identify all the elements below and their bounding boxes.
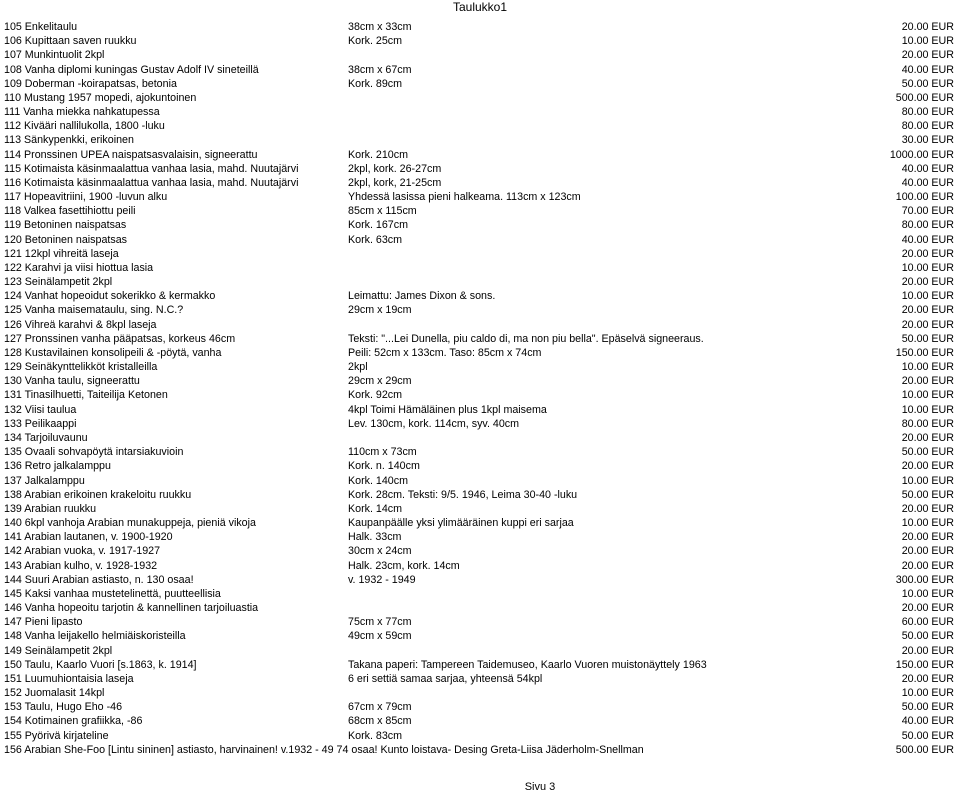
item-description: 120 Betoninen naispatsas — [4, 233, 128, 246]
item-price: 20.00 EUR — [901, 644, 954, 657]
item-description: 143 Arabian kulho, v. 1928-1932 — [4, 559, 158, 572]
item-price: 10.00 EUR — [901, 389, 954, 402]
list-item — [4, 275, 954, 289]
item-description: 147 Pieni lipasto — [4, 616, 83, 629]
item-price: 10.00 EUR — [901, 261, 954, 274]
item-details: Kork. 25cm — [348, 35, 403, 48]
item-description: 121 12kpl vihreitä laseja — [4, 247, 119, 260]
item-description: 122 Karahvi ja viisi hiottua lasia — [4, 261, 154, 274]
item-price: 150.00 EUR — [895, 346, 954, 359]
list-item — [4, 34, 954, 48]
item-price: 20.00 EUR — [901, 531, 954, 544]
item-price: 20.00 EUR — [901, 247, 954, 260]
page-footer: Sivu 3 — [524, 781, 556, 793]
item-price: 50.00 EUR — [901, 729, 954, 742]
item-description: 133 Peilikaappi — [4, 417, 77, 430]
item-description: 134 Tarjoiluvaunu — [4, 431, 88, 444]
item-price: 100.00 EUR — [895, 191, 954, 204]
list-item — [4, 261, 954, 275]
list-item — [4, 247, 954, 261]
item-price: 20.00 EUR — [901, 49, 954, 62]
list-item — [4, 318, 954, 332]
item-description: 149 Seinälampetit 2kpl — [4, 644, 113, 657]
item-price: 50.00 EUR — [901, 488, 954, 501]
item-price: 1000.00 EUR — [889, 148, 954, 161]
item-description: 115 Kotimaista käsinmaalattua vanhaa lasia, mahd. Nuutajärvi — [4, 162, 299, 175]
item-details: 38cm x 67cm — [348, 63, 412, 76]
item-details: Kork. n. 140cm — [348, 460, 420, 473]
item-list — [4, 20, 954, 757]
item-description: 140 6kpl vanhoja Arabian munakuppeja, pieniä vikoja — [4, 517, 256, 530]
item-price: 20.00 EUR — [901, 276, 954, 289]
item-price: 40.00 EUR — [901, 233, 954, 246]
item-description: 110 Mustang 1957 mopedi, ajokuntoinen — [4, 91, 197, 104]
item-price: 10.00 EUR — [901, 517, 954, 530]
item-description: 151 Luumuhiontaisia laseja — [4, 672, 134, 685]
item-details: Kork. 89cm — [348, 77, 403, 90]
item-details: Peili: 52cm x 133cm. Taso: 85cm x 74cm — [348, 346, 542, 359]
item-description: 108 Vanha diplomi kuningas Gustav Adolf IV sineteillä — [4, 63, 259, 76]
list-item — [4, 445, 954, 459]
list-item — [4, 686, 954, 700]
list-item — [4, 403, 954, 417]
item-description: 105 Enkelitaulu — [4, 21, 78, 33]
item-price: 80.00 EUR — [901, 120, 954, 133]
list-item — [4, 63, 954, 77]
list-item — [4, 303, 954, 317]
item-description: 156 Arabian She-Foo [Lintu sininen] astiasto, harvinainen! v.1932 - 49 74 osaa! Kunto loistava- Desing Greta-Liisa Jäderholm-Snellman — [4, 743, 644, 756]
item-price: 60.00 EUR — [901, 616, 954, 629]
item-description: 128 Kustavilainen konsolipeili & -pöytä, vanha — [4, 346, 222, 359]
item-details: 85cm x 115cm — [348, 205, 417, 218]
item-details: Lev. 130cm, kork. 114cm, syv. 40cm — [348, 417, 520, 430]
item-description: 148 Vanha leijakello helmiäiskoristeilla — [4, 630, 186, 643]
item-price: 10.00 EUR — [901, 35, 954, 48]
list-item — [4, 530, 954, 544]
list-item — [4, 516, 954, 530]
item-description: 150 Taulu, Kaarlo Vuori [s.1863, k. 1914] — [4, 658, 197, 671]
item-details: Kork. 210cm — [348, 148, 408, 161]
item-details: Kork. 83cm — [348, 729, 403, 742]
list-item — [4, 233, 954, 247]
item-description: 126 Vihreä karahvi & 8kpl laseja — [4, 318, 157, 331]
list-item — [4, 559, 954, 573]
item-price: 10.00 EUR — [901, 474, 954, 487]
item-description: 132 Viisi taulua — [4, 403, 77, 416]
list-item — [4, 474, 954, 488]
item-description: 131 Tinasilhuetti, Taiteilija Ketonen — [4, 389, 168, 402]
item-details: Teksti: "...Lei Dunella, piu caldo di, ma non piu bella". Epäselvä signeeraus. — [348, 332, 704, 345]
item-price: 20.00 EUR — [901, 602, 954, 615]
item-details: 67cm x 79cm — [348, 701, 412, 714]
list-item — [4, 374, 954, 388]
item-details: Kork. 28cm. Teksti: 9/5. 1946, Leima 30-40 -luku — [348, 488, 578, 501]
list-item — [4, 502, 954, 516]
item-price: 40.00 EUR — [901, 176, 954, 189]
list-item — [4, 729, 954, 743]
item-price: 500.00 EUR — [895, 743, 954, 756]
list-item — [4, 587, 954, 601]
item-price: 80.00 EUR — [901, 219, 954, 232]
item-details: 2kpl — [348, 361, 368, 374]
item-price: 10.00 EUR — [901, 587, 954, 600]
list-item — [4, 388, 954, 402]
item-details: Takana paperi: Tampereen Taidemuseo, Kaarlo Vuoren muistonäyttely 1963 — [348, 658, 707, 671]
item-description: 106 Kupittaan saven ruukku — [4, 35, 137, 48]
list-item — [4, 658, 954, 672]
item-description: 154 Kotimainen grafiikka, -86 — [4, 715, 143, 728]
item-description: 118 Valkea fasettihiottu peili — [4, 205, 136, 218]
item-description: 125 Vanha maisemataulu, sing. N.C.? — [4, 304, 184, 317]
item-details: 6 eri settiä samaa sarjaa, yhteensä 54kpl — [348, 672, 543, 685]
list-item — [4, 672, 954, 686]
list-item — [4, 119, 954, 133]
item-details: 29cm x 29cm — [348, 375, 412, 388]
list-item — [4, 218, 954, 232]
item-description: 127 Pronssinen vanha pääpatsas, korkeus 46cm — [4, 332, 236, 345]
item-details: Kork. 167cm — [348, 219, 408, 232]
item-details: 2kpl, kork. 26-27cm — [348, 162, 442, 175]
item-description: 107 Munkintuolit 2kpl — [4, 49, 105, 62]
item-description: 142 Arabian vuoka, v. 1917-1927 — [4, 545, 161, 558]
item-details: Kork. 14cm — [348, 502, 403, 515]
item-details: 2kpl, kork, 21-25cm — [348, 176, 442, 189]
item-details: Kork. 140cm — [348, 474, 408, 487]
item-details: Halk. 33cm — [348, 531, 402, 544]
item-price: 10.00 EUR — [901, 687, 954, 700]
item-description: 146 Vanha hopeoitu tarjotin & kannellinen tarjoiluastia — [4, 602, 259, 615]
item-details: Kork. 63cm — [348, 233, 403, 246]
item-details: 30cm x 24cm — [348, 545, 412, 558]
list-item — [4, 615, 954, 629]
item-price: 20.00 EUR — [901, 672, 954, 685]
item-description: 130 Vanha taulu, signeerattu — [4, 375, 140, 388]
item-price: 20.00 EUR — [901, 375, 954, 388]
item-details: Halk. 23cm, kork. 14cm — [348, 559, 460, 572]
list-item — [4, 601, 954, 615]
item-details: 49cm x 59cm — [348, 630, 412, 643]
item-description: 135 Ovaali sohvapöytä intarsiakuvioin — [4, 446, 184, 459]
item-description: 123 Seinälampetit 2kpl — [4, 276, 113, 289]
item-price: 20.00 EUR — [901, 21, 954, 33]
list-item — [4, 176, 954, 190]
list-item — [4, 700, 954, 714]
list-item — [4, 743, 954, 757]
list-item — [4, 204, 954, 218]
item-details: 75cm x 77cm — [348, 616, 412, 629]
item-details: v. 1932 - 1949 — [348, 573, 416, 586]
item-price: 10.00 EUR — [901, 403, 954, 416]
item-price: 80.00 EUR — [901, 106, 954, 119]
item-price: 50.00 EUR — [901, 77, 954, 90]
list-item — [4, 644, 954, 658]
item-price: 40.00 EUR — [901, 63, 954, 76]
item-description: 136 Retro jalkalamppu — [4, 460, 111, 473]
item-details: 110cm x 73cm — [348, 446, 417, 459]
list-item — [4, 91, 954, 105]
item-description: 138 Arabian erikoinen krakeloitu ruukku — [4, 488, 192, 501]
item-price: 150.00 EUR — [895, 658, 954, 671]
list-item — [4, 714, 954, 728]
item-price: 30.00 EUR — [901, 134, 954, 147]
list-item — [4, 629, 954, 643]
list-item — [4, 77, 954, 91]
item-description: 111 Vanha miekka nahkatupessa — [4, 106, 160, 119]
item-price: 50.00 EUR — [901, 332, 954, 345]
item-price: 20.00 EUR — [901, 545, 954, 558]
item-details: Kork. 92cm — [348, 389, 403, 402]
item-price: 80.00 EUR — [901, 417, 954, 430]
list-item — [4, 346, 954, 360]
item-price: 20.00 EUR — [901, 304, 954, 317]
item-price: 70.00 EUR — [901, 205, 954, 218]
list-item — [4, 544, 954, 558]
sheet-title: Taulukko1 — [452, 0, 508, 14]
item-price: 40.00 EUR — [901, 715, 954, 728]
item-description: 113 Sänkypenkki, erikoinen — [4, 134, 134, 147]
list-item — [4, 332, 954, 346]
item-price: 50.00 EUR — [901, 630, 954, 643]
list-item — [4, 488, 954, 502]
item-details: 29cm x 19cm — [348, 304, 412, 317]
list-item — [4, 105, 954, 119]
list-item — [4, 417, 954, 431]
item-description: 152 Juomalasit 14kpl — [4, 687, 105, 700]
item-price: 20.00 EUR — [901, 559, 954, 572]
item-description: 141 Arabian lautanen, v. 1900-1920 — [4, 531, 173, 544]
list-item — [4, 573, 954, 587]
list-item — [4, 289, 954, 303]
list-item — [4, 360, 954, 374]
item-price: 20.00 EUR — [901, 431, 954, 444]
item-price: 40.00 EUR — [901, 162, 954, 175]
item-description: 139 Arabian ruukku — [4, 502, 97, 515]
item-details: Kaupanpäälle yksi ylimääräinen kuppi eri sarjaa — [348, 517, 574, 530]
list-item — [4, 459, 954, 473]
item-price: 10.00 EUR — [901, 290, 954, 303]
item-details: 4kpl Toimi Hämäläinen plus 1kpl maisema — [348, 403, 547, 416]
item-description: 109 Doberman -koirapatsas, betonia — [4, 77, 177, 90]
item-details: 68cm x 85cm — [348, 715, 412, 728]
item-price: 10.00 EUR — [901, 361, 954, 374]
item-description: 116 Kotimaista käsinmaalattua vanhaa lasia, mahd. Nuutajärvi — [4, 176, 299, 189]
item-description: 112 Kivääri nallilukolla, 1800 -luku — [4, 120, 165, 133]
item-description: 119 Betoninen naispatsas — [4, 219, 127, 232]
list-item — [4, 431, 954, 445]
list-item — [4, 148, 954, 162]
item-price: 20.00 EUR — [901, 502, 954, 515]
list-item — [4, 190, 954, 204]
item-description: 117 Hopeavitriini, 1900 -luvun alku — [4, 191, 168, 204]
item-price: 20.00 EUR — [901, 318, 954, 331]
item-description: 129 Seinäkynttelikköt kristalleilla — [4, 361, 158, 374]
item-description: 124 Vanhat hopeoidut sokerikko & kermakko — [4, 290, 216, 303]
item-description: 137 Jalkalamppu — [4, 474, 85, 487]
item-price: 20.00 EUR — [901, 460, 954, 473]
item-price: 300.00 EUR — [895, 573, 954, 586]
item-description: 155 Pyörivä kirjateline — [4, 729, 109, 742]
item-price: 500.00 EUR — [895, 91, 954, 104]
item-details: 38cm x 33cm — [348, 21, 412, 33]
list-item — [4, 48, 954, 62]
list-item — [4, 20, 954, 34]
list-item — [4, 162, 954, 176]
item-description: 144 Suuri Arabian astiasto, n. 130 osaa! — [4, 573, 194, 586]
item-description: 145 Kaksi vanhaa mustetelinettä, puutteellisia — [4, 587, 221, 600]
item-price: 50.00 EUR — [901, 446, 954, 459]
item-description: 114 Pronssinen UPEA naispatsasvalaisin, signeerattu — [4, 148, 258, 161]
item-details: Yhdessä lasissa pieni halkeama. 113cm x 123cm — [348, 191, 581, 204]
item-description: 153 Taulu, Hugo Eho -46 — [4, 701, 123, 714]
item-details: Leimattu: James Dixon & sons. — [348, 290, 496, 303]
list-item — [4, 133, 954, 147]
item-price: 50.00 EUR — [901, 701, 954, 714]
